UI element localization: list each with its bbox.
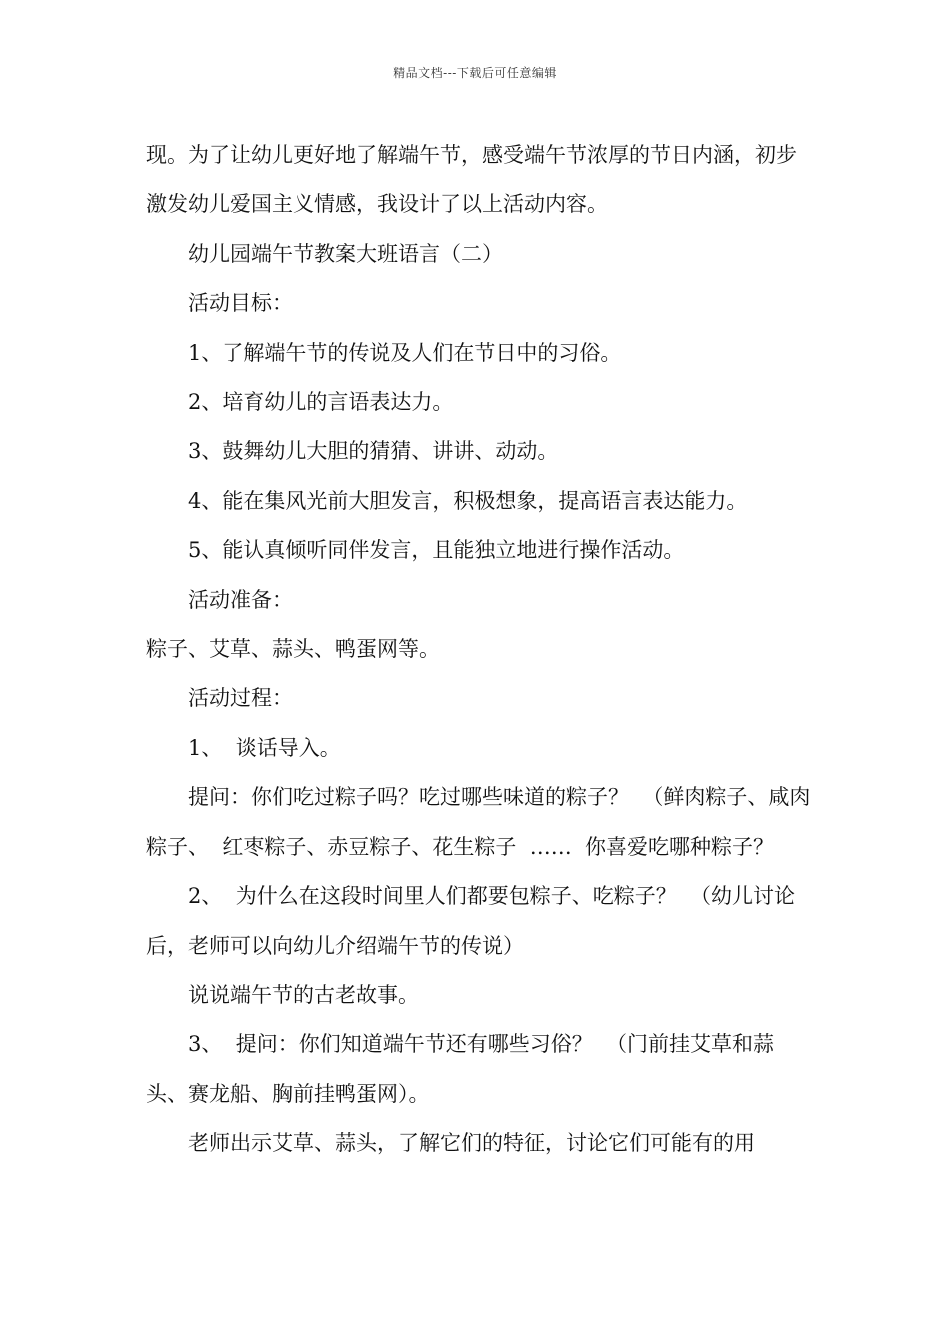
paragraph: 粽子、艾草、蒜头、鸭蛋网等。	[146, 637, 440, 662]
page-header: 精品文档---下载后可任意编辑	[393, 66, 557, 80]
paragraph: 提问：你们吃过粽子吗？吃过哪些味道的粽子？ （鲜肉粽子、咸肉粽子、 红枣粽子、赤豆粽子、花生粽子 …… 你喜爱吃哪种粽子？	[146, 785, 811, 859]
paragraph: 活动目标：	[188, 291, 293, 316]
paragraph: 活动过程：	[188, 686, 293, 711]
paragraph: 老师出示艾草、蒜头，了解它们的特征，讨论它们可能有的用	[188, 1131, 755, 1156]
paragraph: 5、能认真倾听同伴发言，且能独立地进行操作活动。	[188, 538, 685, 563]
paragraph: 幼儿园端午节教案大班语言（二）	[188, 241, 503, 266]
paragraph: 活动准备：	[188, 587, 293, 612]
paragraph: 1、了解端午节的传说及人们在节日中的习俗。	[188, 340, 622, 365]
document-body	[146, 131, 812, 1169]
paragraph: 3、鼓舞幼儿大胆的猜猜、讲讲、动动。	[188, 439, 559, 464]
paragraph: 2、 为什么在这段时间里人们都要包粽子、吃粽子？ （幼儿讨论后，老师可以向幼儿介绍端午节的传说）	[146, 884, 796, 958]
paragraph: 说说端午节的古老故事。	[188, 982, 419, 1007]
paragraph: 1、 谈话导入。	[188, 735, 341, 760]
paragraph: 2、培育幼儿的言语表达力。	[188, 390, 454, 415]
paragraph: 4、能在集风光前大胆发言，积极想象，提高语言表达能力。	[188, 488, 748, 513]
paragraph: 现。为了让幼儿更好地了解端午节，感受端午节浓厚的节日内涵，初步激发幼儿爱国主义情感，我设计了以上活动内容。	[146, 143, 797, 217]
paragraph: 3、 提问：你们知道端午节还有哪些习俗？ （门前挂艾草和蒜头、赛龙船、胸前挂鸭蛋网）。	[146, 1032, 775, 1106]
